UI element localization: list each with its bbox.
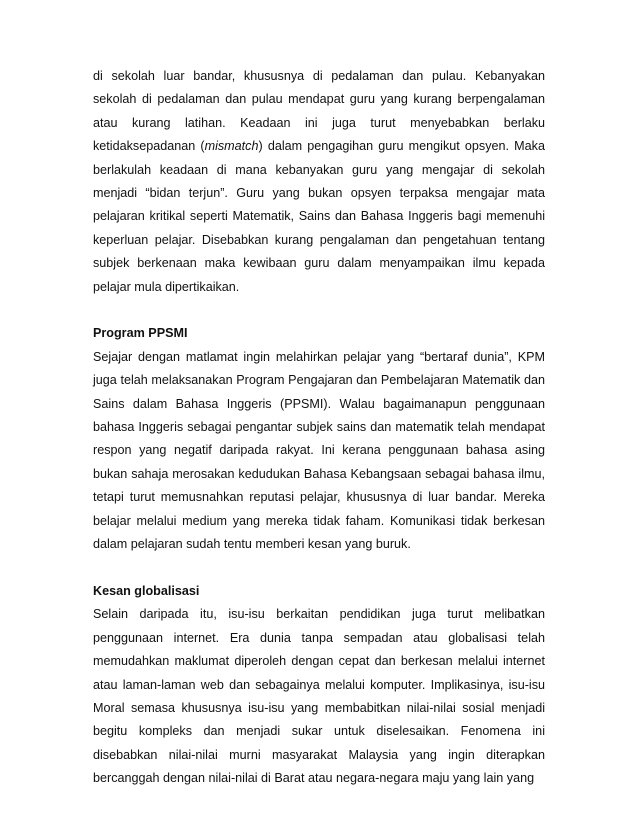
heading-kesan-globalisasi: Kesan globalisasi [93, 583, 200, 598]
paragraph-ppsmi: Sejajar dengan matlamat ingin melahirkan pelajar yang “bertaraf dunia”, KPM juga telah melaksanakan Program Pengajaran dan Pembelajaran Matematik dan Sains dalam Bahasa Inggeris (PPSMI). Walau bagaimanapun penggunaan bahasa Inggeris sebagai pengantar subjek sains dan matematik telah mendapat respon yang negatif daripada rakyat. Ini kerana penggunaan bahasa asing bukan sahaja merosakan kedudukan Bahasa Kebangsaan sebagai bahasa ilmu, tetapi turut memusnahkan reputasi pelajar, khususnya di luar bandar. Mereka belajar melalui medium yang mereka tidak faham. Komunikasi tidak berkesan dalam pelajaran sudah tentu memberi kesan yang buruk. [93, 349, 545, 552]
paragraph-globalisasi: Selain daripada itu, isu-isu berkaitan pendidikan juga turut melibatkan penggunaan internet. Era dunia tanpa sempadan atau globalisasi telah memudahkan maklumat diperoleh dengan cepat dan berkesan melalui internet atau laman-laman web dan sebagainya melalui komputer. Implikasinya, isu-isu Moral semasa khususnya isu-isu yang membabitkan nilai-nilai sosial menjadi begitu kompleks dan menjadi sukar untuk diselesaikan. Fenomena ini disebabkan nilai-nilai murni masyarakat Malaysia yang ingin diterapkan bercanggah dengan nilai-nilai di Barat atau negara-negara maju yang lain yang [93, 607, 545, 786]
paragraph-intro [93, 65, 545, 299]
document-body [93, 65, 545, 791]
heading-program-ppsmi: Program PPSMI [93, 326, 188, 341]
paragraph-gap [93, 557, 545, 580]
paragraph-intro-italic-term: mismatch [204, 139, 259, 154]
paragraph-gap [93, 299, 545, 322]
paragraph-intro-text-1: di sekolah luar bandar, khususnya di pedalaman dan pulau. Kebanyakan sekolah di pedalaman dan pulau mendapat guru yang kurang berpengalaman atau kurang latihan. Keadaan ini juga turut menyebabkan berlaku ketidaksepadanan ( [93, 69, 545, 154]
paragraph-intro-text-2: ) dalam pengagihan guru mengikut opsyen. Maka berlakulah keadaan di mana kebanyakan guru yang mengajar di sekolah menjadi “bidan terjun”. Guru yang bukan opsyen terpaksa mengajar mata pelajaran kritikal seperti Matematik, Sains dan Bahasa Inggeris bagi memenuhi keperluan pelajar. Disebabkan kurang pengalaman dan pengetahuan tentang subjek berkenaan maka kewibaan guru dalam menyampaikan ilmu kepada pelajar mula dipertikaikan. [93, 139, 545, 294]
